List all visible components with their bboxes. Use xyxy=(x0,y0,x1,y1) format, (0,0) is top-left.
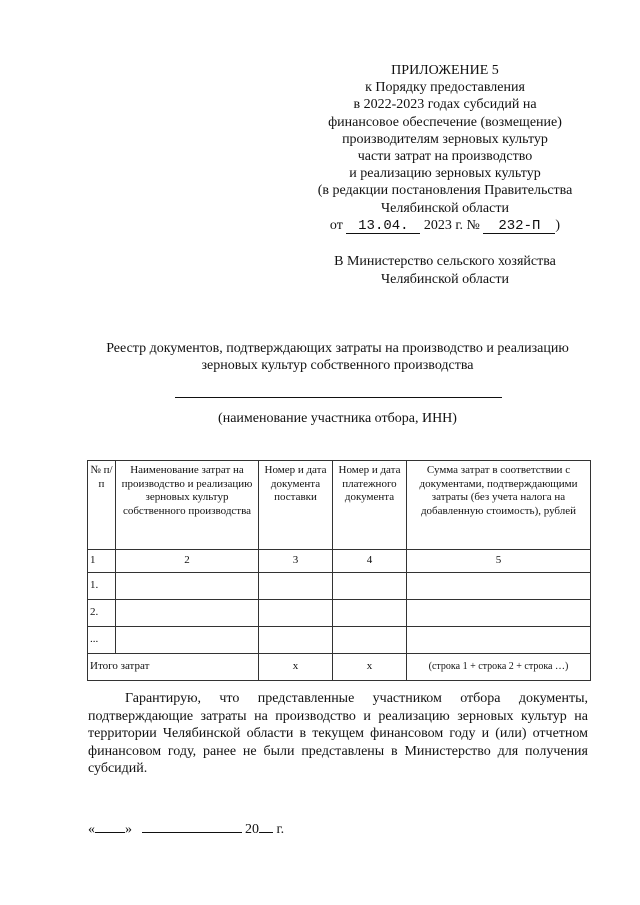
table-cell xyxy=(259,573,333,600)
row-number: 1. xyxy=(88,573,116,600)
signature-date-line xyxy=(88,820,284,838)
guarantee-line: территории Челябинской области в текущем финансовом году и (или) отчетном xyxy=(88,726,588,742)
column-number: 1 xyxy=(88,550,116,573)
appendix-line: и реализацию зерновых культур xyxy=(349,166,541,182)
participant-caption: (наименование участника отбора, ИНН) xyxy=(218,411,457,426)
table-cell xyxy=(407,627,591,654)
guarantee-line: подтверждающие затраты на производство и реализацию зерновых культур на xyxy=(88,708,588,724)
header-cell-delivery-doc: Номер и дата документа поставки xyxy=(259,461,333,550)
close-quote: » xyxy=(125,822,132,837)
appendix-line: финансовое обеспечение (возмещение) xyxy=(328,114,562,130)
column-number: 2 xyxy=(116,550,259,573)
day-blank xyxy=(95,820,125,833)
ministry-line-1: В Министерство сельского хозяйства xyxy=(334,254,556,269)
month-blank xyxy=(142,820,242,833)
table-cell xyxy=(407,600,591,627)
resolution-date: 13.04. xyxy=(346,219,420,234)
appendix-header xyxy=(300,62,590,234)
table-row xyxy=(88,573,591,600)
table-cell xyxy=(333,627,407,654)
total-row xyxy=(88,654,591,681)
appendix-line: производителям зерновых культур xyxy=(342,131,548,147)
registry-table xyxy=(87,460,591,681)
header-cell-number: № п/п xyxy=(88,461,116,550)
table-cell xyxy=(333,573,407,600)
guarantee-line: Гарантирую, что представленные участником отбора документы, xyxy=(125,691,588,706)
row-number: ... xyxy=(88,627,116,654)
year-blank xyxy=(259,820,273,833)
participant-name-blank-line xyxy=(175,397,502,398)
row-number: 2. xyxy=(88,600,116,627)
table-header-row xyxy=(88,461,591,550)
title-line-1: Реестр документов, подтверждающих затраты на производство и реализацию xyxy=(106,341,569,356)
column-numbers-row xyxy=(88,550,591,573)
column-number: 4 xyxy=(333,550,407,573)
title-line-2: зерновых культур собственного производства xyxy=(201,358,474,373)
appendix-line: (в редакции постановления Правительства xyxy=(317,183,573,199)
date-prefix: от xyxy=(329,217,343,233)
appendix-line: в 2022-2023 годах субсидий на xyxy=(353,97,537,113)
table-cell xyxy=(259,627,333,654)
header-cell-cost-name: Наименование затрат на производство и реализацию зерновых культур собственного производства xyxy=(116,461,259,550)
appendix-date-line xyxy=(300,217,590,234)
table-cell xyxy=(333,600,407,627)
ministry-line-2: Челябинской области xyxy=(381,271,509,287)
total-label: Итого затрат xyxy=(88,654,259,681)
appendix-title: ПРИЛОЖЕНИЕ 5 xyxy=(391,63,499,78)
table-row xyxy=(88,600,591,627)
date-suffix: ) xyxy=(555,217,561,233)
guarantee-line: финансовом году, ранее не были представлены в Министерство для получения xyxy=(88,743,588,759)
table-cell xyxy=(116,573,259,600)
total-cell-delivery: х xyxy=(259,654,333,681)
table-cell xyxy=(116,600,259,627)
column-number: 5 xyxy=(407,550,591,573)
column-number: 3 xyxy=(259,550,333,573)
addressee xyxy=(320,253,570,288)
table-row xyxy=(88,627,591,654)
header-cell-amount: Сумма затрат в соответствии с документами, подтверждающими затраты (без учета налога на добавленную стоимость), рублей xyxy=(407,461,591,550)
document-title xyxy=(60,340,615,374)
table-cell xyxy=(407,573,591,600)
year-prefix: 20 xyxy=(245,822,259,837)
table-cell xyxy=(116,627,259,654)
appendix-line: Челябинской области xyxy=(381,200,509,216)
guarantee-paragraph xyxy=(88,690,588,778)
header-cell-payment-doc: Номер и дата платежного документа xyxy=(333,461,407,550)
year-suffix: г. xyxy=(276,822,285,837)
appendix-line: к Порядку предоставления xyxy=(365,80,525,96)
total-cell-amount: (строка 1 + строка 2 + строка …) xyxy=(407,654,591,681)
total-cell-payment: х xyxy=(333,654,407,681)
table-cell xyxy=(259,600,333,627)
appendix-line: части затрат на производство xyxy=(357,149,533,165)
resolution-number: 232-П xyxy=(483,219,555,234)
open-quote: « xyxy=(88,822,95,837)
guarantee-line: субсидий. xyxy=(88,761,148,777)
date-year: 2023 г. № xyxy=(423,217,480,233)
